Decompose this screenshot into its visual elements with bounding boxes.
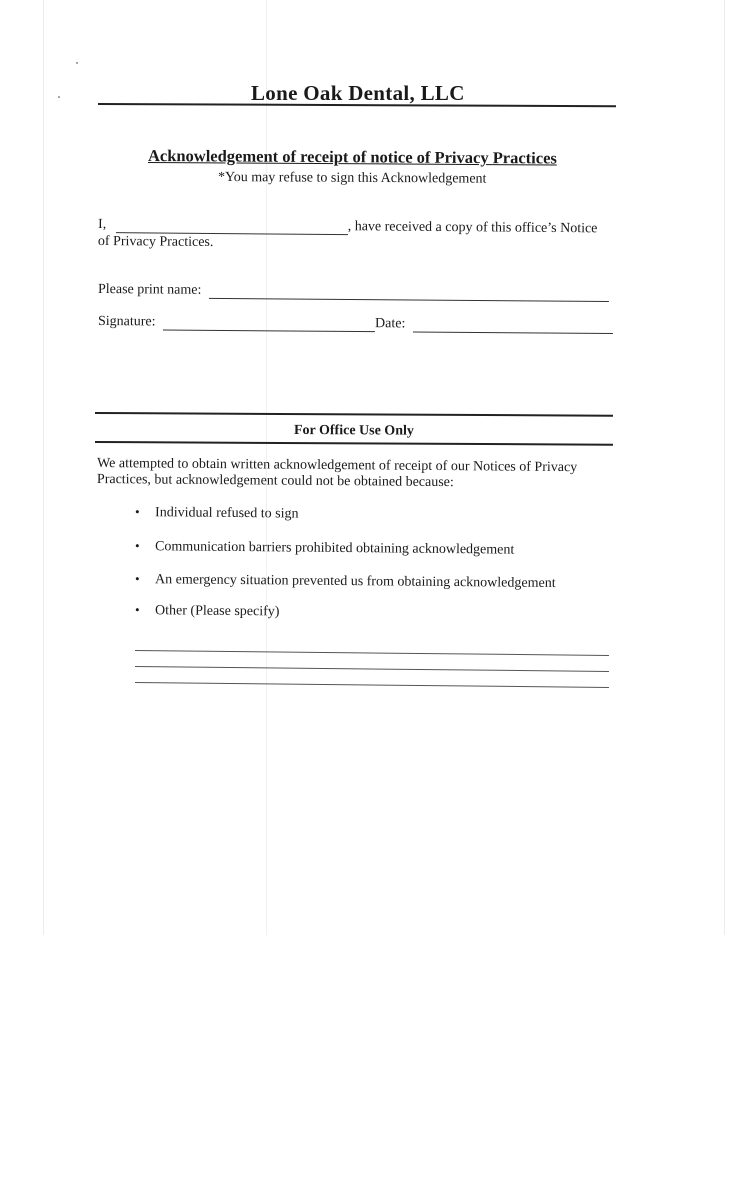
header-rule — [98, 103, 616, 107]
ack-prefix: I, — [98, 217, 107, 233]
ack-suffix: , have received a copy of this office’s Notice — [347, 219, 598, 237]
office-use-heading: For Office Use Only — [293, 423, 414, 439]
office-use-intro — [97, 456, 597, 492]
bullet-icon: • — [134, 504, 140, 520]
acknowledgement-statement — [98, 217, 618, 255]
specify-line-1[interactable] — [135, 650, 609, 656]
patient-name-blank[interactable] — [116, 218, 348, 235]
office-use-bottom-rule — [95, 441, 613, 446]
scan-speck — [76, 62, 78, 64]
reason-item — [135, 602, 280, 620]
date-label: Date: — [374, 316, 406, 332]
specify-line-3[interactable] — [135, 682, 609, 688]
scan-edge-right — [724, 0, 725, 935]
reason-item — [135, 538, 514, 559]
ack-line-2: of Privacy Practices. — [97, 233, 214, 251]
print-name-field[interactable] — [209, 284, 609, 302]
refuse-note: *You may refuse to sign this Acknowledgement — [217, 170, 487, 187]
signature-row — [98, 314, 613, 334]
specify-line-2[interactable] — [135, 666, 609, 672]
bullet-icon: • — [134, 538, 140, 554]
form-title: Acknowledgement of receipt of notice of Privacy Practices — [147, 146, 557, 168]
company-name: Lone Oak Dental, LLC — [251, 81, 465, 105]
print-name-row — [98, 282, 609, 302]
scan-speck — [58, 96, 60, 98]
reason-item — [135, 571, 556, 592]
reason-item — [135, 504, 299, 523]
office-use-top-rule — [95, 412, 613, 417]
reason-label: Individual refused to sign — [154, 505, 299, 522]
reason-label: Communication barriers prohibited obtaining acknowledgement — [154, 539, 515, 558]
office-use-intro-line-1: We attempted to obtain written acknowledgement of receipt of our Notices of Privacy — [97, 456, 578, 476]
date-field[interactable] — [413, 317, 613, 334]
bullet-icon: • — [134, 602, 140, 618]
office-use-intro-line-2: Practices, but acknowledgement could not be obtained because: — [96, 472, 454, 491]
bullet-icon: • — [134, 571, 140, 587]
signature-field[interactable] — [163, 316, 375, 333]
reason-label: An emergency situation prevented us from obtaining acknowledgement — [154, 572, 556, 592]
signature-label: Signature: — [97, 314, 156, 330]
reason-label: Other (Please specify) — [154, 603, 280, 620]
print-name-label: Please print name: — [97, 282, 202, 298]
scan-edge-left — [43, 0, 44, 935]
